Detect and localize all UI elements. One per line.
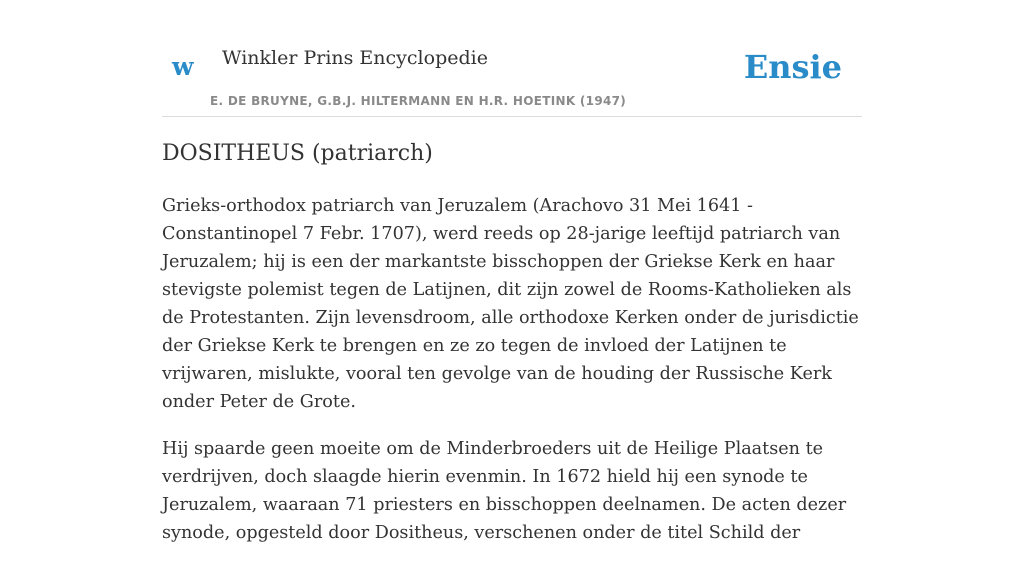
site-title[interactable]: Winkler Prins Encyclopedie: [222, 47, 488, 69]
authors-line: E. DE BRUYNE, G.B.J. HILTERMANN EN H.R. HOETINK (1947): [210, 94, 627, 108]
site-logo[interactable]: w: [172, 52, 194, 81]
article-body: [162, 192, 862, 566]
article-title: DOSITHEUS (patriarch): [162, 141, 433, 166]
brand-logo-link[interactable]: Ensie: [743, 48, 842, 86]
paragraph: Grieks-orthodox patriarch van Jeruzalem (Arachovo 31 Mei 1641 - Constantinopel 7 Febr. 1707), werd reeds op 28-jarige leeftijd patriarch van Jeruzalem; hij is een der markantste bisschoppen der Griekse Kerk en haar stevigste polemist tegen de Latijnen, dit zijn zowel de Rooms-Katholieken als de Protestanten. Zijn levensdroom, alle orthodoxe Kerken onder de jurisdictie der Griekse Kerk te brengen en ze zo tegen de invloed der Latijnen te vrijwaren, mislukte, vooral ten gevolge van de houding der Russische Kerk onder Peter de Grote.: [162, 196, 859, 412]
page: [162, 0, 862, 543]
paragraph: Hij spaarde geen moeite om de Minderbroeders uit de Heilige Plaatsen te verdrijven, doch slaagde hierin evenmin. In 1672 hield hij een synode te Jeruzalem, waaraan 71 priesters en bisschoppen deelnamen. De acten dezer synode, opgesteld door Dositheus, verschenen onder de titel Schild der: [162, 439, 847, 543]
site-header: [162, 0, 862, 117]
